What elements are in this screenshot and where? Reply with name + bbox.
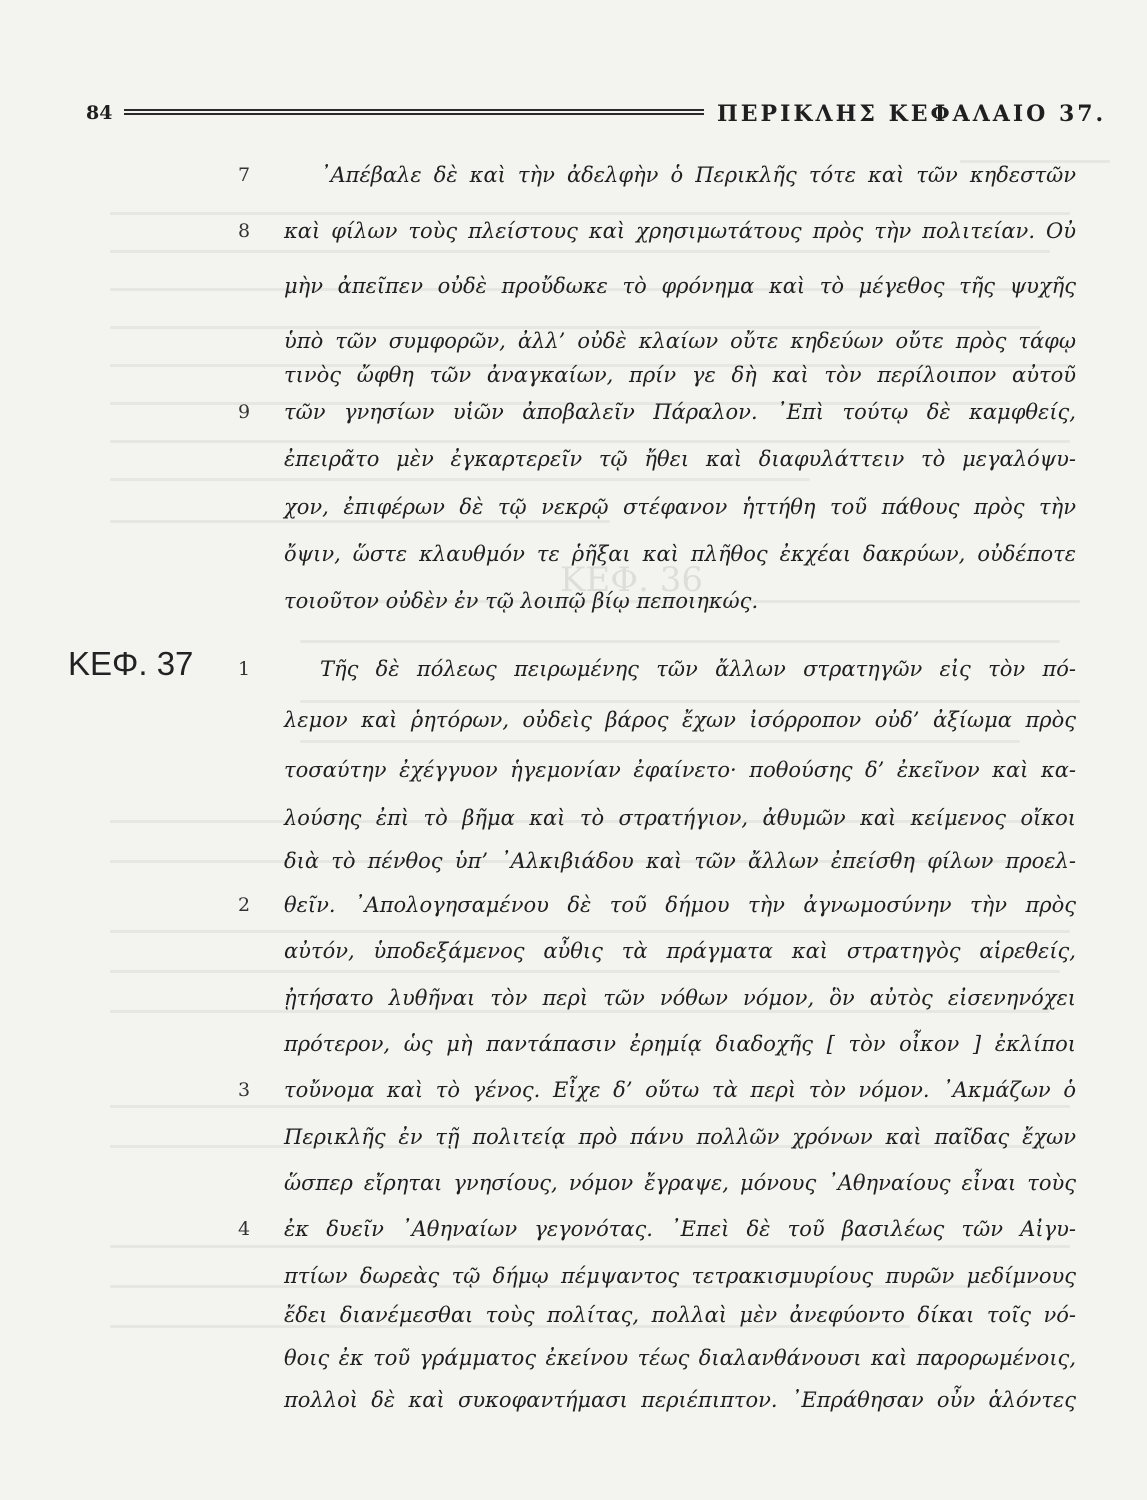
line-number: 4 bbox=[238, 1218, 251, 1240]
text-line: τοιοῦτον οὐδὲν ἐν τῷ λοιπῷ βίῳ πεποιηκώς. bbox=[284, 589, 759, 613]
line-number bbox=[238, 1381, 254, 1419]
text-line: ἔδει διανέμεσθαι τοὺς πολίτας, πολλαὶ μὲν ἀνεφύοντο δίκαι τοῖς νό- bbox=[284, 1303, 1076, 1327]
text-line: τοὔνομα καὶ τὸ γένος. Εἶχε δ’ οὕτω τὰ περὶ τὸν νόμον. ᾿Ακμάζων ὁ bbox=[284, 1078, 1076, 1102]
page-number: 84 bbox=[86, 102, 113, 124]
text-line: ὄψιν, ὥστε κλαυθμόν τε ῥῆξαι καὶ πλῆθος ἐκχέαι δακρύων, οὐδέποτε bbox=[284, 542, 1076, 566]
line-number bbox=[238, 1164, 254, 1202]
bleed-through: ΚΕΦ. 36 bbox=[0, 0, 1147, 1500]
line-number: 2 bbox=[238, 894, 251, 916]
line-number bbox=[238, 1339, 254, 1377]
line-number bbox=[238, 932, 254, 970]
line-number bbox=[238, 751, 254, 789]
line-number: 7 bbox=[238, 164, 251, 186]
text-line: ὥσπερ εἴρηται γνησίους, νόμον ἔγραψε, μόνους ᾿Αθηναίους εἶναι τοὺς bbox=[284, 1171, 1076, 1195]
text-line: διὰ τὸ πένθος ὑπ’ ᾿Αλκιβιάδου καὶ τῶν ἄλλων ἐπείσθη φίλων προελ- bbox=[284, 849, 1076, 873]
text-line: ᾿Απέβαλε δὲ καὶ τὴν ἀδελφὴν ὁ Περικλῆς τότε καὶ τῶν κηδεστῶν bbox=[320, 163, 1076, 187]
line-number bbox=[238, 488, 254, 526]
text-line: πτίων δωρεὰς τῷ δήμῳ πέμψαντος τετρακισμυρίους πυρῶν μεδίμνους bbox=[284, 1264, 1076, 1288]
line-number bbox=[238, 701, 254, 739]
text-line: αὐτόν, ὑποδεξάμενος αὖθις τὰ πράγματα καὶ στρατηγὸς αἱρεθείς, bbox=[284, 939, 1076, 963]
text-line: πολλοὶ δὲ καὶ συκοφαντήμασι περιέπιπτον. ᾿Επράθησαν οὖν ἁλόντες bbox=[284, 1388, 1076, 1412]
text-line: ᾐτήσατο λυθῆναι τὸν περὶ τῶν νόθων νόμον, ὃν αὐτὸς εἰσενηνόχει bbox=[284, 986, 1076, 1010]
text-line: Περικλῆς ἐν τῇ πολιτείᾳ πρὸ πάνυ πολλῶν χρόνων καὶ παῖδας ἔχων bbox=[284, 1125, 1076, 1149]
line-number bbox=[238, 842, 254, 880]
text-line: ὑπὸ τῶν συμφορῶν, ἀλλ’ οὐδὲ κλαίων οὔτε κηδεύων οὔτε πρὸς τάφῳ bbox=[284, 329, 1076, 353]
text-line: μὴν ἀπεῖπεν οὐδὲ προὔδωκε τὸ φρόνημα καὶ τὸ μέγεθος τῆς ψυχῆς bbox=[284, 274, 1076, 298]
text-line: τοσαύτην ἐχέγγυον ἡγεμονίαν ἐφαίνετο· ποθούσης δ’ ἐκεῖνον καὶ κα- bbox=[284, 758, 1076, 782]
text-line: λεμον καὶ ῥητόρων, οὐδεὶς βάρος ἔχων ἰσόρροπον οὐδ’ ἀξίωμα πρὸς bbox=[284, 708, 1076, 732]
text-line: ἐκ δυεῖν ᾿Αθηναίων γεγονότας. ᾿Επεὶ δὲ τοῦ βασιλέως τῶν Αἰγυ- bbox=[284, 1217, 1076, 1241]
line-number bbox=[238, 799, 254, 837]
text-line: πρότερον, ὡς μὴ παντάπασιν ἐρημίᾳ διαδοχῆς [ τὸν οἶκον ] ἐκλίποι bbox=[284, 1032, 1076, 1056]
line-number: 3 bbox=[238, 1079, 251, 1101]
text-line: τινὸς ὤφθη τῶν ἀναγκαίων, πρίν γε δὴ καὶ τὸν περίλοιπον αὐτοῦ bbox=[284, 363, 1076, 387]
line-number bbox=[238, 440, 254, 478]
line-number bbox=[238, 267, 254, 305]
running-title: ΠΕΡΙΚΛΗΣ ΚΕΦΑΛΑΙΟ 37. bbox=[717, 101, 1107, 127]
line-number: 8 bbox=[238, 220, 251, 242]
text-line: θεῖν. ᾿Απολογησαμένου δὲ τοῦ δήμου τὴν ἀγνωμοσύνην τὴν πρὸς bbox=[284, 893, 1076, 917]
line-number bbox=[238, 356, 254, 394]
line-number bbox=[238, 1025, 254, 1063]
line-number bbox=[238, 979, 254, 1017]
header-rule bbox=[124, 109, 704, 115]
text-line: Τῆς δὲ πόλεως πειρωμένης τῶν ἄλλων στρατηγῶν εἰς τὸν πό- bbox=[320, 657, 1076, 681]
line-number bbox=[238, 1296, 254, 1334]
text-line: χον, ἐπιφέρων δὲ τῷ νεκρῷ στέφανον ἡττήθη τοῦ πάθους πρὸς τὴν bbox=[284, 495, 1076, 519]
page-header bbox=[86, 92, 1107, 132]
line-number bbox=[238, 322, 254, 360]
line-number bbox=[238, 1257, 254, 1295]
text-line: θοις ἐκ τοῦ γράμματος ἐκείνου τέως διαλανθάνουσι καὶ παρορωμένοις, bbox=[284, 1346, 1076, 1370]
text-line: ἐπειρᾶτο μὲν ἐγκαρτερεῖν τῷ ἤθει καὶ διαφυλάττειν τὸ μεγαλόψυ- bbox=[284, 447, 1076, 471]
chapter-label: ΚΕΦ. 37 bbox=[68, 645, 194, 682]
text-line: καὶ φίλων τοὺς πλείστους καὶ χρησιμωτάτους πρὸς τὴν πολιτείαν. Οὐ bbox=[284, 219, 1076, 243]
line-number: 1 bbox=[238, 658, 251, 680]
text-line: λούσης ἐπὶ τὸ βῆμα καὶ τὸ στρατήγιον, ἀθυμῶν καὶ κείμενος οἴκοι bbox=[284, 806, 1076, 830]
text-line: τῶν γνησίων υἱῶν ἀποβαλεῖν Πάραλον. ᾿Επὶ τούτῳ δὲ καμφθείς, bbox=[284, 400, 1076, 424]
line-number bbox=[238, 535, 254, 573]
line-number: 9 bbox=[238, 401, 251, 423]
line-number bbox=[238, 1118, 254, 1156]
line-number bbox=[238, 582, 254, 620]
